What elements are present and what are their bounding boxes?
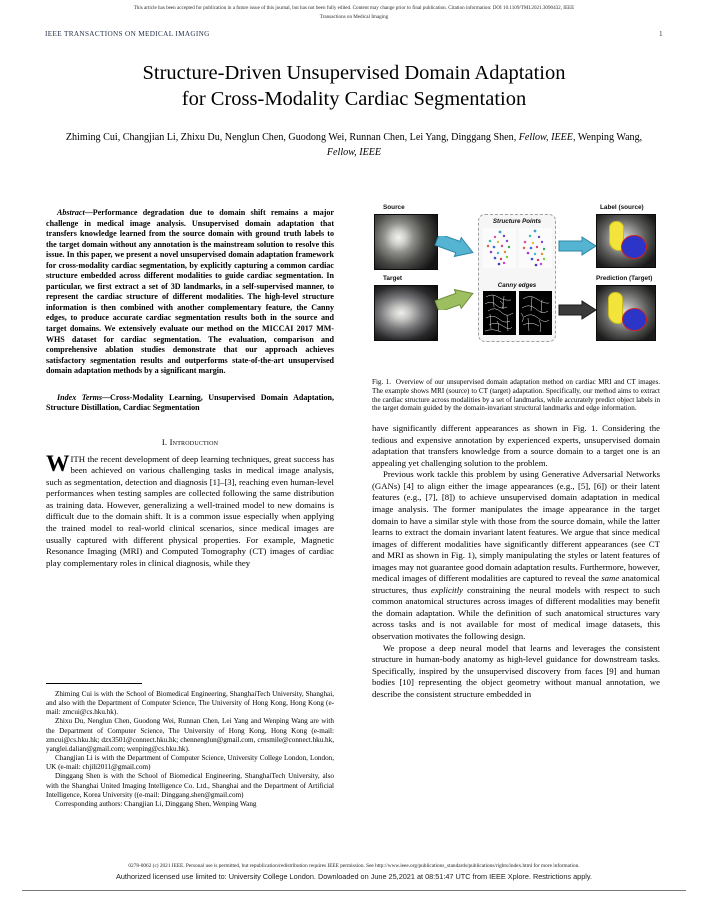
fellow-badge-2: Fellow, IEEE bbox=[326, 147, 382, 158]
footnote-3: Changjian Li is with the Department of Computer Science, University College London, London, UK (e-mail: chjili2011@gmail.com) bbox=[46, 754, 334, 772]
structure-points-source bbox=[483, 228, 516, 268]
page-title bbox=[54, 60, 654, 112]
footnote-4: Dinggang Shen is with the School of Biomedical Engineering, ShanghaiTech University, also with the Shanghai United Imaging Intelligence Co. Ltd., Shanghai and the Department of Artificial Intelligence, Korea University ((e-mail: Dinggang.shen@gmail.com) bbox=[46, 772, 334, 799]
target-ct-image bbox=[374, 285, 438, 341]
prediction-blue-region bbox=[622, 308, 647, 331]
canny-edges-source bbox=[483, 291, 516, 335]
arrow-target-to-panel-icon bbox=[434, 278, 476, 310]
section-heading-introduction bbox=[46, 437, 334, 447]
footnote-block bbox=[46, 690, 334, 809]
figure-label-target: Target bbox=[383, 275, 403, 282]
panel-title-canny-edges: Canny edges bbox=[497, 282, 537, 289]
arrow-panel-to-label-icon bbox=[558, 236, 598, 256]
author-line-2b: , Wenping Wang, bbox=[572, 132, 643, 143]
drop-cap: W bbox=[46, 450, 70, 477]
section-number: I. bbox=[161, 436, 168, 447]
emph-same: same bbox=[601, 573, 620, 584]
right-paragraph-1: have significantly different appearances as shown in Fig. 1. Considering the tedious and expensive annotation by experienced experts, unsupervised domain adaptation that transfers knowledge from a source domain to a target one is an appealing yet challenging solution to the problem. bbox=[372, 423, 660, 468]
footnote-5: Corresponding authors: Changjian Li, Dinggang Shen, Wenping Wang bbox=[55, 799, 257, 808]
panel-title-structure-points: Structure Points bbox=[492, 218, 542, 225]
right-paragraph-2-part-a: Previous work tackle this problem by using Generative Adversarial Networks (GANs) [4] to align either the image appearances (e.g., [5], [6]) or their latent features (e.g., [7], [8]) to achieve unsupervised domain adaptation in medical image analysis. The former manipulates the image appearance in the target domain to have a similar style with those from the source domain, while the latter learns to extract the domain invariant latent features. We argue that since medical images of different modalities have significantly different appearances (see CT and MRI as shown in Fig. 1), simply manipulating the styles or latent features of images may not guarantee good domain adaptation results. Furthermore, however, medical images of different modalities are captured to reveal the bbox=[372, 469, 660, 584]
footer-copyright-line: 0278-0062 (c) 2021 IEEE. Personal use is permitted, but republication/redistribution requires IEEE permission. See http://www.ieee.org/publications_standards/publications/rights/index.html for more information. bbox=[128, 863, 580, 869]
publication-banner-line2: Transactions on Medical Imaging bbox=[319, 14, 389, 20]
publication-banner-line1: This article has been accepted for publication in a future issue of this journal, but has not been fully edited. Content may change prior to final publication. Citation information: DOI 10.1109/TMI.2021.3090432, IEEE bbox=[133, 5, 575, 11]
abstract-text: Performance degradation due to domain shift remains a major challenge in medical image analysis. Unsupervised domain adaptation that transfers knowledge learned from the source domain with ground truth labels to the target domain without any annotation is the mainstream solution to resolve this issue. In this paper, we present a novel unsupervised domain adaptation framework for cross-modality cardiac segmentation, by explicitly capturing a common cardiac structure embedded across different modalities to guide cardiac segmentation. In particular, we first extract a set of 3D landmarks, in a self-supervised manner, to represent the cardiac structure of different modalities. The high-level structure information is then combined with another complementary feature, the Canny edges, to produce accurate cardiac segmentation results both in the source and target domains. We extensively evaluate our method on the MICCAI 2017 MM-WHS dataset for cardiac segmentation. The evaluation, comparison and comprehensive ablation studies demonstrate that our approach achieves satisfactory segmentation results and outperforms state-of-the-art unsupervised domain adaptation methods by a significant margin. bbox=[46, 208, 334, 376]
right-paragraph-2-part-c: constraining the neural models with respect to such common anatomical structures across images of different modalities may benefit the domain adaptation. While the definition of such anatomical structures vary across tasks and is not available for most of medical image datasets, this observation motivates the following design. bbox=[372, 584, 660, 642]
title-line-2: for Cross-Modality Cardiac Segmentation bbox=[181, 88, 527, 110]
canny-edges-target bbox=[519, 291, 552, 335]
author-line-2a: Shen, bbox=[493, 132, 519, 143]
right-column bbox=[372, 200, 660, 700]
fellow-badge-1: Fellow, IEEE bbox=[518, 132, 573, 143]
label-source-image bbox=[596, 214, 656, 268]
index-terms-text: Cross-Modality Learning, Unsupervised Domain Adaptation, Structure Distillation, Cardiac Segmentation bbox=[46, 392, 334, 413]
left-column bbox=[46, 208, 334, 569]
arrow-panel-to-prediction-icon bbox=[558, 300, 598, 320]
right-paragraph-2 bbox=[372, 469, 660, 642]
footnote-2: Zhixu Du, Nenglun Chen, Guodong Wei, Runnan Chen, Lei Yang and Wenping Wang are with the Department of Computer Science, The University of Hong Kong, Hong Kong (e-mail: zmcui@cs.hku.hk; dzx3501@connect.hku.hk; chennenglun@gmail.com, crnsmile@connect.hku.hk, yanglei.dalian@gmail.com; wenping@cs.hku.hk). bbox=[46, 717, 334, 753]
figure-1-caption bbox=[372, 378, 660, 413]
figure-1 bbox=[372, 200, 660, 372]
right-paragraph-3: We propose a deep neural model that learns and leverages the consistent structure in human-body anatomy as high-level guidance for downstream tasks. Specifically, inspired by the unsupervised discovery from faces [9] and human bodies [10] representing the object geometry without manual annotation, we describe the consistent structure embedded in bbox=[372, 642, 660, 699]
intro-paragraph-1-text: ITH the recent development of deep learning techniques, great success has been achieved on various challenging tasks in medical image analysis, such as segmentation, detection and diagnosis [1]–[3], reaching even human-level performances when testing samples are collected following the same distribution as training data. However, generalizing a well-trained model to new domains is difficult due to the domain shift. It is a common issue especially when applying the trained model to real-world clinical scenarios, since medical images are usually captured with different physical properties. For example, Magnetic Resonance Imaging (MRI) and Computed Tomography (CT) images of cardiac play complementary roles in clinical diagnosis, while they bbox=[46, 453, 334, 568]
label-blue-region bbox=[621, 235, 647, 259]
footer-divider bbox=[22, 890, 686, 891]
intro-paragraph-1 bbox=[46, 450, 334, 569]
footer-license-line: Authorized licensed use limited to: University College London. Downloaded on June 25,2021 at 08:51:47 UTC from IEEE Xplore. Restrictions apply. bbox=[115, 872, 593, 881]
author-list bbox=[64, 130, 644, 160]
figure-1-caption-text: Overview of our unsupervised domain adaptation method on cardiac MRI and CT images. The example shows MRI (source) to CT (target) adaptation. Specifically, our method aims to extract the cardiac structure across modalities by a set of landmarks, while accurately predict object labels in the target domain guided by the domain-invariant structural landmarks and edge information. bbox=[372, 378, 660, 413]
publication-banner bbox=[34, 4, 674, 22]
page-number: 1 bbox=[659, 30, 663, 38]
section-title: Introduction bbox=[169, 436, 219, 447]
emph-explicitly: explicitly bbox=[430, 584, 464, 595]
right-paragraph-2-part-b: anatomical structures, thus bbox=[372, 573, 660, 595]
index-terms bbox=[46, 393, 334, 414]
figure-label-prediction-target: Prediction (Target) bbox=[596, 275, 653, 282]
arrow-source-to-panel-icon bbox=[434, 236, 476, 268]
prediction-yellow-region bbox=[608, 292, 623, 324]
footnote-divider bbox=[46, 683, 142, 684]
figure-label-label-source: Label (source) bbox=[600, 204, 644, 211]
author-line-1: Zhiming Cui, Changjian Li, Zhixu Du, Nenglun Chen, Guodong Wei, Runnan Chen, Lei Yang, Dinggang bbox=[65, 132, 491, 143]
page-footer bbox=[22, 862, 686, 882]
footnote-1: Zhiming Cui is with the School of Biomedical Engineering, ShanghaiTech University, Shanghai, and also with the Department of Computer Science, The University of Hong Kong, Hong Kong (e-mail: zmcui@cs.hku.hk). bbox=[46, 690, 334, 717]
source-mri-image bbox=[374, 214, 438, 270]
abstract-lead: Abstract— bbox=[57, 208, 93, 217]
figure-label-source: Source bbox=[383, 204, 405, 211]
running-head-journal: IEEE TRANSACTIONS ON MEDICAL IMAGING bbox=[45, 30, 210, 38]
structure-panel-card bbox=[478, 214, 556, 342]
prediction-target-image bbox=[596, 285, 656, 341]
index-terms-lead: Index Terms— bbox=[57, 392, 111, 402]
running-head bbox=[45, 30, 663, 38]
title-line-1: Structure-Driven Unsupervised Domain Adaptation bbox=[142, 62, 566, 84]
figure-1-caption-prefix: Fig. 1. bbox=[372, 378, 391, 386]
abstract bbox=[46, 208, 334, 377]
structure-points-target bbox=[519, 228, 552, 268]
